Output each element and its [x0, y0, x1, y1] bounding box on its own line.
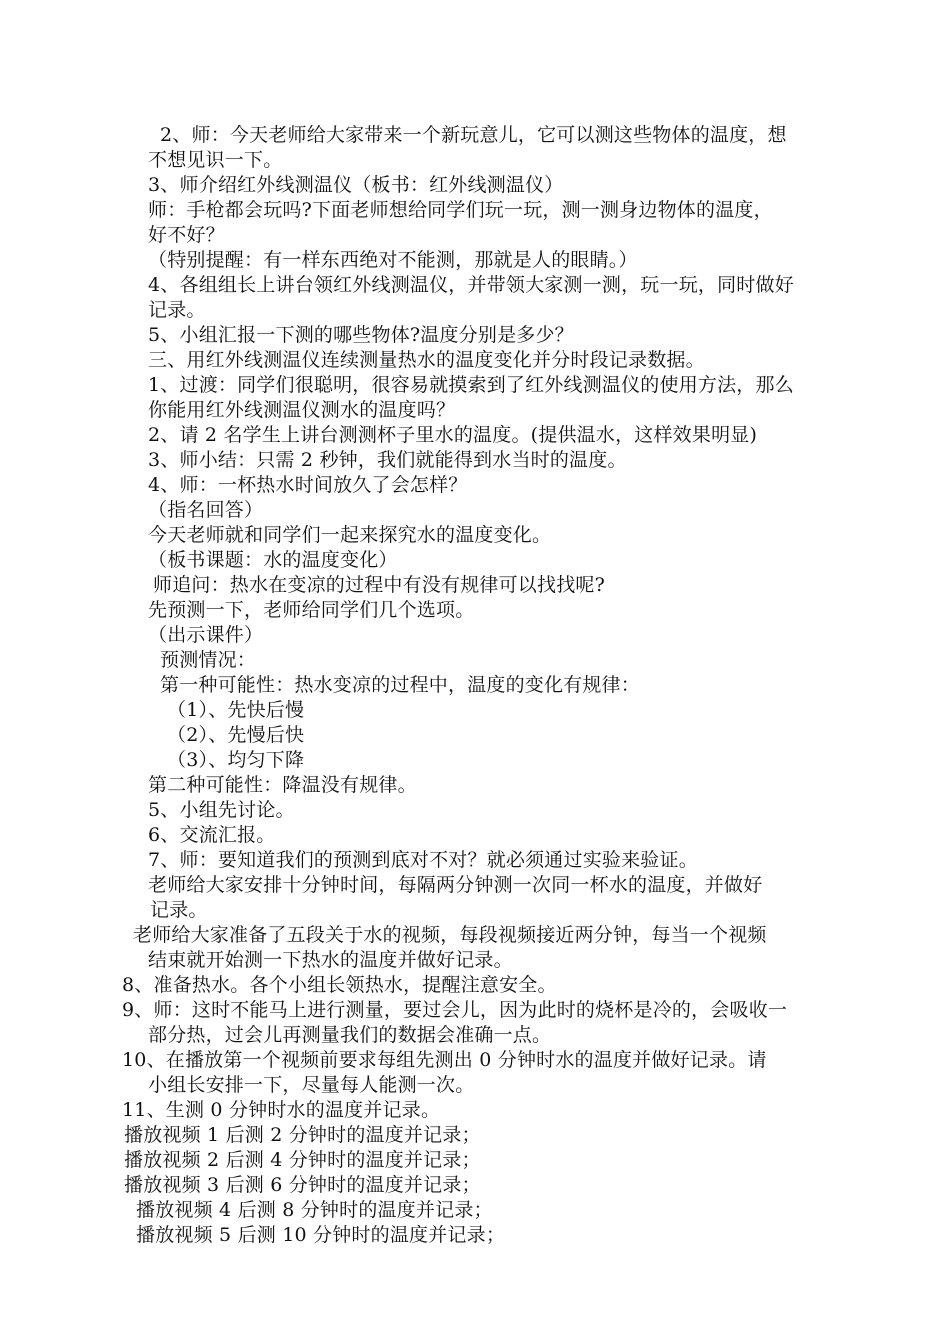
- text-line: 师追问：热水在变凉的过程中有没有规律可以找找呢?: [153, 574, 605, 596]
- text-line: 3、师介绍红外线测温仪（板书：红外线测温仪）: [148, 174, 564, 196]
- text-line: 记录。: [150, 899, 208, 921]
- text-line: 小组长安排一下，尽量每人能测一次。: [148, 1074, 475, 1096]
- text-line: （出示课件）: [148, 624, 264, 646]
- text-line: （指名回答）: [148, 499, 264, 521]
- text-line: 2、请 2 名学生上讲台测测杯子里水的温度。(提供温水，这样效果明显): [148, 424, 758, 446]
- text-line: 播放视频 3 后测 6 分钟时的温度并记录；: [124, 1174, 481, 1196]
- text-line: 4、师：一杯热水时间放久了会怎样？: [148, 474, 468, 496]
- text-line: 播放视频 5 后测 10 分钟时的温度并记录；: [136, 1224, 506, 1246]
- text-line: 11、生测 0 分钟时水的温度并记录。: [122, 1099, 441, 1121]
- text-line: （特别提醒：有一样东西绝对不能测，那就是人的眼睛。）: [148, 249, 638, 271]
- text-line: 师：手枪都会玩吗?下面老师想给同学们玩一玩，测一测身边物体的温度，: [148, 199, 773, 221]
- text-line: 今天老师就和同学们一起来探究水的温度变化。: [148, 524, 552, 546]
- text-line: 3、师小结：只需 2 秒钟，我们就能得到水当时的温度。: [148, 449, 627, 471]
- text-line: 6、交流汇报。: [148, 824, 276, 846]
- text-line: 2、师：今天老师给大家带来一个新玩意儿，它可以测这些物体的温度，想: [160, 124, 787, 146]
- text-line: 9、师：这时不能马上进行测量，要过会儿，因为此时的烧杯是冷的，会吸收一: [122, 999, 788, 1021]
- list-item: （2）、先慢后快: [167, 724, 305, 746]
- list-item: （1）、先快后慢: [167, 699, 305, 721]
- text-line: 7、师：要知道我们的预测到底对不对？就必须通过实验来验证。: [148, 849, 698, 871]
- text-line: 你能用红外线测温仪测水的温度吗？: [148, 399, 456, 421]
- list-item: （3）、均匀下降: [167, 749, 305, 771]
- text-line: 记录。: [148, 299, 206, 321]
- text-line: 播放视频 1 后测 2 分钟时的温度并记录；: [124, 1124, 481, 1146]
- text-line: 播放视频 4 后测 8 分钟时的温度并记录；: [136, 1199, 493, 1221]
- text-line: 8、准备热水。各个小组长领热水，提醒注意安全。: [122, 974, 557, 996]
- text-line: 5、小组先讨论。: [148, 799, 295, 821]
- text-line: 1、过渡：同学们很聪明，很容易就摸索到了红外线测温仪的使用方法，那么: [148, 374, 794, 396]
- text-line: 10、在播放第一个视频前要求每组先测出 0 分钟时水的温度并做好记录。请: [122, 1049, 767, 1071]
- text-line: 播放视频 2 后测 4 分钟时的温度并记录；: [124, 1149, 481, 1171]
- text-line: 老师给大家准备了五段关于水的视频，每段视频接近两分钟，每当一个视频: [133, 924, 767, 946]
- text-line: （板书课题：水的温度变化）: [148, 549, 398, 571]
- text-line: 不想见识一下。: [148, 149, 283, 171]
- text-line: 先预测一下，老师给同学们几个选项。: [148, 599, 475, 621]
- text-line: 结束就开始测一下热水的温度并做好记录。: [148, 949, 513, 971]
- text-line: 部分热，过会儿再测量我们的数据会准确一点。: [148, 1024, 552, 1046]
- text-line: 预测情况：: [160, 649, 257, 671]
- text-line: 5、小组汇报一下测的哪些物体?温度分别是多少？: [148, 324, 574, 346]
- text-line: 老师给大家安排十分钟时间，每隔两分钟测一次同一杯水的温度，并做好: [148, 874, 763, 896]
- text-line: 好不好？: [148, 224, 225, 246]
- section-heading: 三、用红外线测温仪连续测量热水的温度变化并分时段记录数据。: [148, 349, 705, 371]
- text-line: 第二种可能性：降温没有规律。: [148, 774, 417, 796]
- text-line: 4、各组组长上讲台领红外线测温仪，并带领大家测一测，玩一玩，同时做好: [148, 274, 794, 296]
- text-line: 第一种可能性：热水变凉的过程中，温度的变化有规律：: [160, 674, 641, 696]
